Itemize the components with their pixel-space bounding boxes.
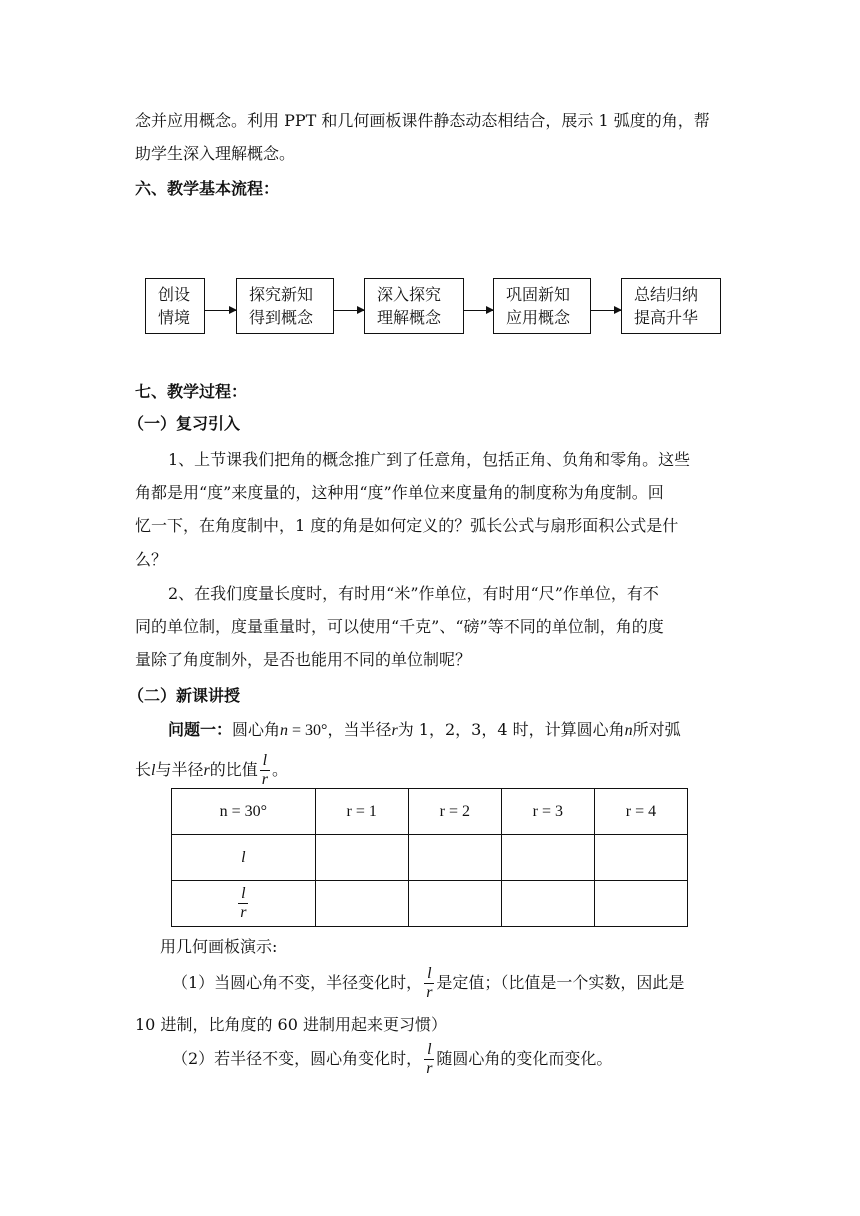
table-row-label <box>172 835 316 881</box>
item-1-line-1 <box>172 965 684 1002</box>
table-header-cell: r = 2 <box>408 789 501 835</box>
fraction-denominator: r <box>426 1060 433 1077</box>
flow-box-2 <box>236 278 334 334</box>
q1-text: 圆心角 <box>232 720 281 739</box>
item-1-line-2: 10 进制，比角度的 60 进制用起来更习惯） <box>135 1015 447 1034</box>
table-header-cell: r = 1 <box>315 789 408 835</box>
flow-arrow-1 <box>205 310 236 311</box>
item-2-text: 随圆心角的变化而变化。 <box>436 1049 613 1068</box>
para-1-line-4: 么？ <box>135 550 168 569</box>
table-row <box>172 881 688 927</box>
table-row <box>172 789 688 835</box>
q1-text: 与半径 <box>155 760 204 779</box>
flow-box-5-line-1: 总结归纳 <box>634 285 699 304</box>
item-2-line-1 <box>172 1041 612 1078</box>
table-row <box>172 835 688 881</box>
flow-box-1-line-2: 情境 <box>158 308 191 327</box>
q1-text: 所对弧 <box>632 720 681 739</box>
para-1-line-2: 角都是用“度”来度量的，这种用“度”作单位来度量角的制度称为角度制。回 <box>135 483 664 502</box>
flow-arrow-4 <box>591 310 621 311</box>
fraction-denominator: r <box>426 984 433 1001</box>
question-1-line-2 <box>135 752 288 789</box>
para-2-line-1: 2、在我们度量长度时，有时用“米”作单位，有时用“尺”作单位，有不 <box>168 584 659 603</box>
table-header-cell: r = 4 <box>594 789 687 835</box>
flow-box-5 <box>621 278 721 334</box>
section-7-title: 七、教学过程： <box>135 382 248 401</box>
table-cell <box>315 835 408 881</box>
flow-arrow-2 <box>334 310 364 311</box>
table-row-label <box>172 881 316 927</box>
q1-var: r <box>391 722 398 739</box>
part-2-title: （二）新课讲授 <box>128 686 241 705</box>
table-cell <box>501 835 594 881</box>
q1-text: 为 1，2，3，4 时，计算圆心角 <box>397 720 625 739</box>
para-2-line-2: 同的单位制，度量重量时，可以使用“千克”、“磅”等不同的单位制，角的度 <box>135 617 664 636</box>
q1-expr: = 30° <box>288 722 328 739</box>
fraction-denominator: r <box>240 904 247 921</box>
intro-line-2: 助学生深入理解概念。 <box>135 144 296 163</box>
fraction-numerator: l <box>260 752 270 771</box>
flow-box-1-line-1: 创设 <box>158 285 191 304</box>
para-1-line-1: 1、上节课我们把角的概念推广到了任意角，包括正角、负角和零角。这些 <box>168 450 691 469</box>
intro-line-1: 念并应用概念。利用 PPT 和几何画板课件静态动态相结合，展示 1 弧度的角，帮 <box>135 111 710 130</box>
ratio-table <box>171 788 688 927</box>
flow-box-3-line-2: 理解概念 <box>377 308 442 327</box>
q1-var: n <box>280 722 289 739</box>
table-cell <box>408 881 501 927</box>
flow-box-4 <box>493 278 591 334</box>
question-1-label: 问题一： <box>168 720 233 739</box>
fraction-numerator: l <box>238 885 248 904</box>
para-1-line-3: 忆一下，在角度制中，1 度的角是如何定义的？弧长公式与扇形面积公式是什 <box>135 516 679 535</box>
flow-box-1 <box>145 278 205 334</box>
table-cell <box>594 835 687 881</box>
part-1-title: （一）复习引入 <box>128 414 241 433</box>
table-header-cell: n = 30° <box>172 789 316 835</box>
q1-text: 长 <box>135 760 152 779</box>
flow-box-2-line-2: 得到概念 <box>249 308 314 327</box>
q1-var: n <box>624 722 633 739</box>
q1-text: ，当半径 <box>327 720 392 739</box>
flow-arrow-3 <box>464 310 493 311</box>
fraction-numerator: l <box>424 965 434 984</box>
flow-box-3-line-1: 深入探究 <box>377 285 442 304</box>
table-cell <box>315 881 408 927</box>
flow-box-4-line-2: 应用概念 <box>506 308 571 327</box>
q1-text: 的比值 <box>209 760 258 779</box>
fraction-denominator: r <box>261 771 268 788</box>
flow-box-4-line-1: 巩固新知 <box>506 285 571 304</box>
item-1-fraction <box>424 965 434 1002</box>
para-2-line-3: 量除了角度制外，是否也能用不同的单位制呢？ <box>135 650 472 669</box>
q1-var: r <box>203 762 210 779</box>
item-1-text: （1）当圆心角不变，半径变化时， <box>172 973 423 992</box>
flow-box-2-line-1: 探究新知 <box>249 285 314 304</box>
section-6-title: 六、教学基本流程： <box>135 179 280 198</box>
q1-text: 。 <box>271 760 288 779</box>
ratio-fraction <box>260 752 270 789</box>
question-1-line-1 <box>168 719 681 742</box>
row-label-fraction <box>238 885 248 922</box>
item-2-text: （2）若半径不变，圆心角变化时， <box>172 1049 423 1068</box>
row-label-l: l <box>241 848 246 866</box>
flow-box-3 <box>364 278 464 334</box>
table-cell <box>594 881 687 927</box>
demo-label: 用几何画板演示: <box>160 937 278 956</box>
table-cell <box>501 881 594 927</box>
q1-var: l <box>151 762 156 779</box>
table-cell <box>408 835 501 881</box>
fraction-numerator: l <box>424 1041 434 1060</box>
item-1-text: 是定值；（比值是一个实数，因此是 <box>436 973 685 992</box>
flow-box-5-line-2: 提高升华 <box>634 308 699 327</box>
table-header-cell: r = 3 <box>501 789 594 835</box>
item-2-fraction <box>424 1041 434 1078</box>
